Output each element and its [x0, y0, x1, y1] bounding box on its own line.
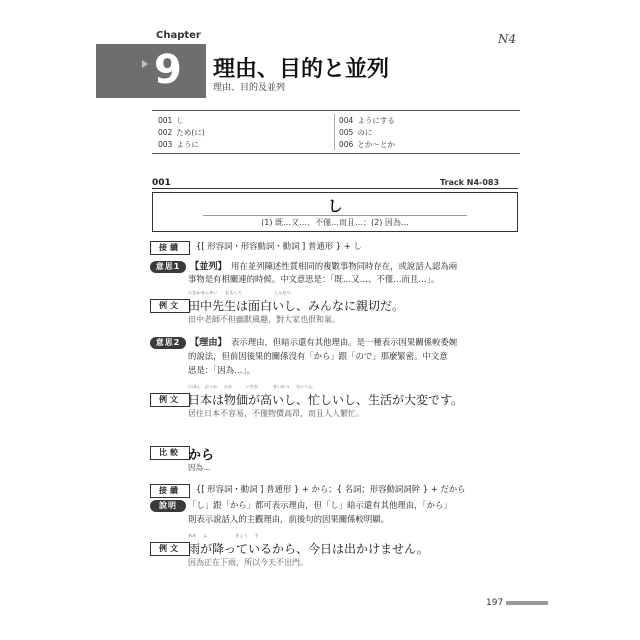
level-mark: N4 — [498, 32, 517, 46]
meaning1-text: 用在並列陳述性質相同的複數事物同時存在，或說話人認為兩 — [231, 261, 458, 271]
example-tag: 例文 — [150, 299, 190, 313]
chapter-number: 9 — [154, 47, 182, 93]
section-number: 001 — [152, 178, 171, 188]
compare-explain-2: 則表示說話人的主觀理由，前後句的因果關係較明顯。 — [188, 514, 389, 524]
chapter-block — [96, 44, 206, 98]
chapter-arrow-icon — [142, 60, 148, 68]
example1-sentence: 田中先生は面白いし、みんなに親切だ。 — [188, 299, 405, 313]
example3-ruby: あめ ふ きょう で — [188, 533, 259, 538]
example1-translation: 田中老師不但幽默風趣，對大家也很和氣。 — [188, 315, 340, 324]
example2-ruby: にほん ぶっか たか いそが せいかつ たいへん — [188, 384, 313, 389]
index-item[interactable]: 006 とか～とか — [339, 140, 395, 149]
explain-tag: 說明 — [150, 500, 186, 512]
index-column-left — [158, 115, 205, 151]
connection-text: {[ 形容詞・形容動詞・動詞 ] 普通形 } + し — [196, 241, 362, 251]
example-tag: 例文 — [150, 542, 190, 556]
section-rule — [152, 188, 518, 189]
compare-explain: 「し」跟「から」都可表示理由，但「し」暗示還有其他理由，「から」 — [188, 500, 452, 510]
index-item[interactable]: 003 ように — [158, 140, 199, 149]
footer-bar — [506, 601, 548, 605]
compare-connection: {[ 形容詞・動詞 ] 普通形 } + から；{ 名詞；形容動詞詞幹 } + だから — [196, 484, 466, 494]
example-tag: 例文 — [150, 393, 190, 407]
grammar-rule — [203, 215, 467, 216]
connection-tag: 接續 — [150, 484, 190, 498]
page-title: 理由、目的と並列 — [213, 57, 390, 82]
index-item[interactable]: 001 し — [158, 116, 184, 125]
example2-translation: 居住日本不容易，不僅物價高昂，而且人人繁忙。 — [188, 409, 364, 418]
connection-tag: 接續 — [150, 241, 190, 255]
meaning2-tag: 意思2 — [150, 337, 186, 349]
page-subtitle: 理由、目的及並列 — [213, 83, 286, 93]
grammar-box — [152, 192, 518, 232]
page-number: 197 — [486, 598, 504, 608]
meaning1-label: 【並列】 — [190, 261, 227, 272]
chapter-label: Chapter — [156, 30, 201, 41]
index-item[interactable]: 002 ため(に) — [158, 128, 205, 137]
index-item[interactable]: 004 ようにする — [339, 116, 395, 125]
grammar-point: し — [327, 197, 343, 215]
meaning1-text-2: 事物是有相關連的時候。中文意思是：「既…又…、不僅…而且…」。 — [188, 274, 440, 284]
example1-ruby: たなかせんせい おもしろ しんせつ — [188, 290, 291, 295]
meaning2-text-2: 的說法，但前因後果的關係沒有「から」跟「ので」那麼緊密。中文意 — [188, 351, 448, 361]
meaning2-label: 【理由】 — [190, 337, 227, 348]
track-label[interactable]: Track N4-083 — [440, 178, 500, 187]
example3-translation: 因為正在下雨，所以今天不出門。 — [188, 558, 308, 567]
meaning2-text-3: 思是：「因為…」。 — [188, 365, 255, 375]
grammar-index — [152, 110, 520, 154]
meaning1-tag: 意思1 — [150, 261, 186, 273]
compare-meaning: 因為… — [188, 463, 211, 472]
example2-sentence: 日本は物価が高いし、忙しいし、生活が大変です。 — [188, 393, 464, 407]
meaning2-text: 表示理由，但暗示還有其他理由。是一種表示因果關係較委婉 — [231, 337, 458, 347]
compare-tag: 比較 — [150, 446, 190, 460]
grammar-meaning: (1) 既…又…、不僅…而且…；(2) 因為… — [261, 218, 409, 227]
index-divider — [334, 114, 335, 150]
example3-sentence: 雨が降っているから、今日は出かけません。 — [188, 542, 429, 556]
index-column-right — [339, 115, 395, 151]
compare-grammar: から — [188, 448, 215, 463]
index-item[interactable]: 005 のに — [339, 128, 373, 137]
